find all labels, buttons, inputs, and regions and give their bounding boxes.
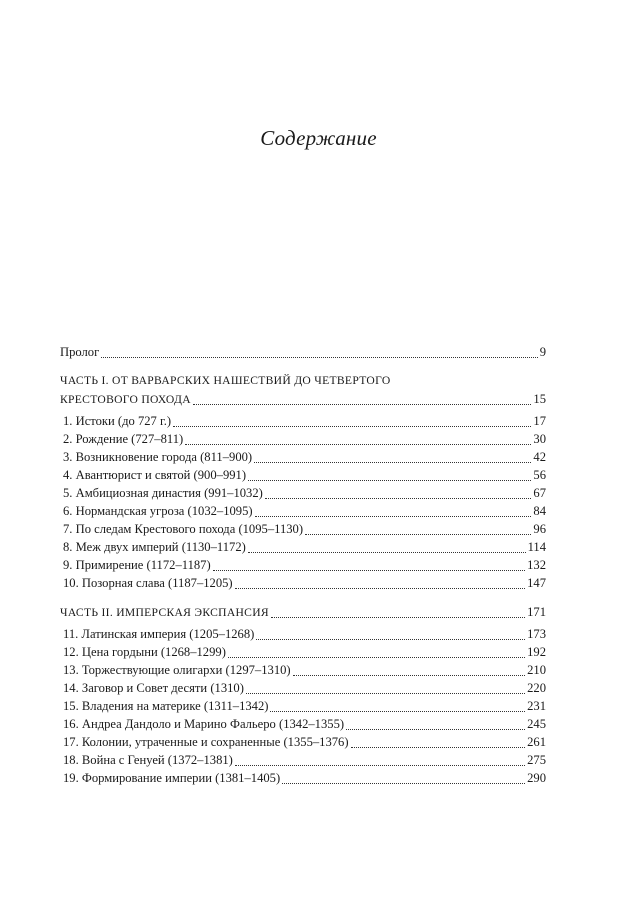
dot-leader [248, 538, 526, 553]
toc-entry-label: 15. Владения на материке (1311–1342) [63, 699, 269, 713]
toc-entry-label: 4. Авантюрист и святой (900–991) [63, 468, 247, 482]
dot-leader [173, 412, 531, 427]
toc-entry-part-2[interactable] [60, 603, 546, 621]
toc-entry-page: 114 [527, 540, 546, 554]
toc-entry-chapter-3[interactable] [60, 448, 546, 466]
toc-entry-part-1[interactable] [60, 390, 546, 408]
dot-leader [235, 751, 525, 766]
toc-entry-label: 3. Возникновение города (811–900) [63, 450, 253, 464]
toc-entry-label: 8. Меж двух империй (1130–1172) [63, 540, 246, 554]
toc-entry-label: 1. Истоки (до 727 г.) [63, 414, 172, 428]
dot-leader [213, 556, 525, 571]
toc-entry-chapter-18[interactable] [60, 751, 546, 769]
toc-entry-label: 6. Нормандская угроза (1032–1095) [63, 504, 253, 518]
toc-entry-chapter-1[interactable] [60, 412, 546, 430]
toc-entry-chapter-10[interactable] [60, 574, 546, 592]
toc-entry-chapter-2[interactable] [60, 430, 546, 448]
toc-entry-chapter-14[interactable] [60, 679, 546, 697]
toc-entry-page: 220 [527, 681, 546, 695]
toc-entry-page: 192 [527, 645, 546, 659]
dot-leader [282, 769, 525, 784]
toc-entry-page: 210 [527, 663, 546, 677]
dot-leader [235, 574, 525, 589]
dot-leader [246, 679, 525, 694]
toc-entry-page: 84 [533, 504, 546, 518]
toc-entry-page: 30 [533, 432, 546, 446]
toc-entry-label: 11. Латинская империя (1205–1268) [63, 627, 255, 641]
toc-entry-page: 245 [527, 717, 546, 731]
dot-leader [193, 390, 532, 405]
toc-entry-label: 16. Андреа Дандоло и Марино Фальеро (1342–1355) [63, 717, 345, 731]
toc-entry-prologue[interactable] [60, 343, 546, 361]
toc-entry-chapter-9[interactable] [60, 556, 546, 574]
toc-entry-chapter-4[interactable] [60, 466, 546, 484]
toc-entry-page: 96 [533, 522, 546, 536]
table-of-contents [60, 343, 546, 787]
dot-leader [346, 715, 525, 730]
toc-entry-label: 17. Колонии, утраченные и сохраненные (1355–1376) [63, 735, 349, 749]
toc-entry-chapter-19[interactable] [60, 769, 546, 787]
toc-entry-page: 275 [527, 753, 546, 767]
dot-leader [351, 733, 526, 748]
toc-entry-page: 17 [533, 414, 546, 428]
toc-entry-label: 12. Цена гордыни (1268–1299) [63, 645, 226, 659]
toc-entry-page: 290 [527, 771, 546, 785]
dot-leader [256, 625, 525, 640]
dot-leader [185, 430, 531, 445]
toc-entry-label: 14. Заговор и Совет десяти (1310) [63, 681, 244, 695]
toc-entry-page: 173 [527, 627, 546, 641]
dot-leader [255, 502, 532, 517]
toc-entry-label: 13. Торжествующие олигархи (1297–1310) [63, 663, 291, 677]
part-1-heading-line2: КРЕСТОВОГО ПОХОДА [60, 393, 191, 406]
toc-entry-chapter-13[interactable] [60, 661, 546, 679]
dot-leader [305, 520, 531, 535]
toc-entry-label: Пролог [60, 345, 100, 359]
dot-leader [293, 661, 526, 676]
toc-entry-page: 231 [527, 699, 546, 713]
toc-entry-page: 67 [533, 486, 546, 500]
toc-entry-label: 9. Примирение (1172–1187) [63, 558, 211, 572]
toc-entry-page: 132 [527, 558, 546, 572]
dot-leader [265, 484, 532, 499]
dot-leader [101, 343, 537, 358]
toc-entry-label: 5. Амбициозная династия (991–1032) [63, 486, 263, 500]
toc-entry-page: 261 [527, 735, 546, 749]
toc-entry-label: 19. Формирование империи (1381–1405) [63, 771, 281, 785]
toc-entry-label: 18. Война с Генуей (1372–1381) [63, 753, 233, 767]
page-title: Содержание [260, 126, 377, 150]
toc-entry-chapter-12[interactable] [60, 643, 546, 661]
toc-entry-page: 56 [533, 468, 546, 482]
toc-entry-page: 9 [539, 345, 546, 359]
toc-entry-chapter-15[interactable] [60, 697, 546, 715]
dot-leader [254, 448, 531, 463]
part-1-heading-line1[interactable]: ЧАСТЬ I. ОТ ВАРВАРСКИХ НАШЕСТВИЙ ДО ЧЕТВЕРТОГО [60, 374, 391, 387]
toc-entry-label: 10. Позорная слава (1187–1205) [63, 576, 233, 590]
toc-entry-chapter-5[interactable] [60, 484, 546, 502]
toc-entry-chapter-7[interactable] [60, 520, 546, 538]
toc-entry-chapter-11[interactable] [60, 625, 546, 643]
toc-entry-page: 42 [533, 450, 546, 464]
toc-entry-chapter-17[interactable] [60, 733, 546, 751]
dot-leader [270, 697, 525, 712]
toc-entry-chapter-16[interactable] [60, 715, 546, 733]
part-2-heading: ЧАСТЬ II. ИМПЕРСКАЯ ЭКСПАНСИЯ [60, 606, 269, 619]
toc-entry-page: 15 [533, 392, 546, 406]
dot-leader [271, 603, 525, 618]
toc-entry-label: 7. По следам Крестового похода (1095–1130) [63, 522, 304, 536]
toc-entry-page: 171 [527, 605, 546, 619]
toc-entry-chapter-6[interactable] [60, 502, 546, 520]
toc-entry-chapter-8[interactable] [60, 538, 546, 556]
toc-entry-page: 147 [527, 576, 546, 590]
dot-leader [228, 643, 525, 658]
dot-leader [248, 466, 531, 481]
toc-entry-label: 2. Рождение (727–811) [63, 432, 184, 446]
